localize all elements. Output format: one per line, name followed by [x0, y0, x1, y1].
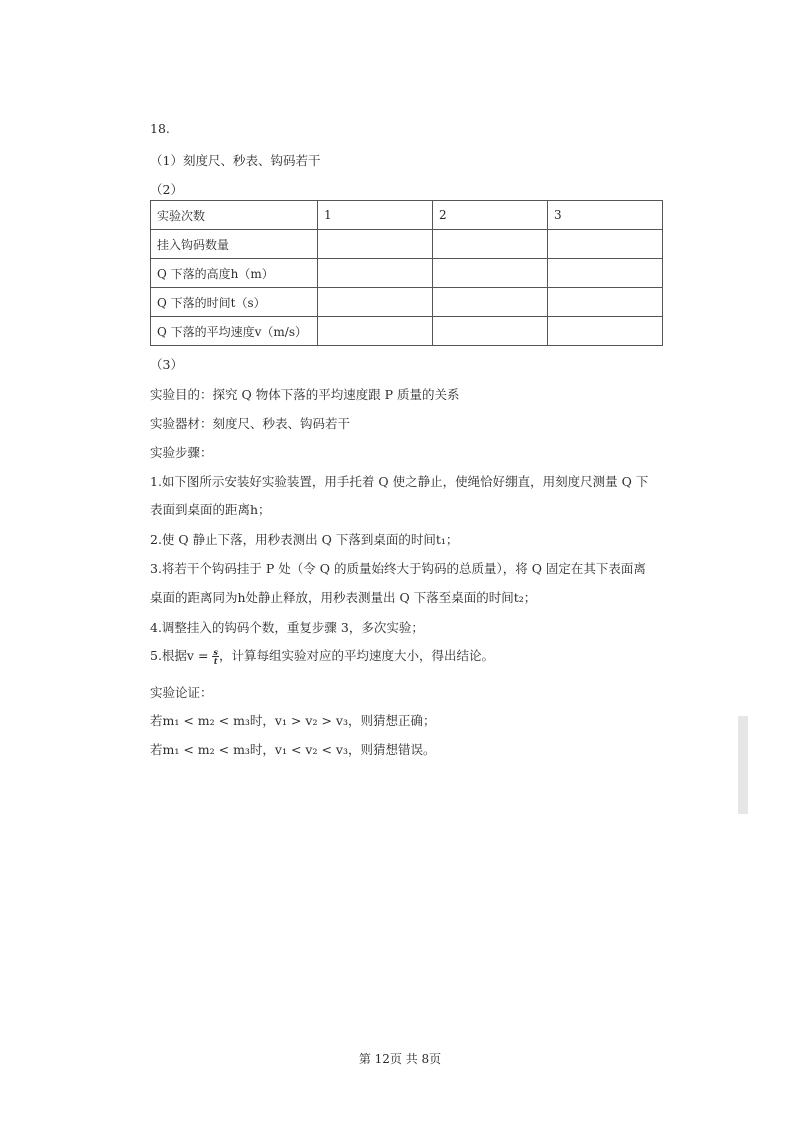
table-cell	[318, 288, 433, 317]
step-3-line-2: 桌面的距离同为h处静止释放，用秒表测量出 Q 下落至桌面的时间t₂；	[150, 590, 537, 605]
argument-1: 若m₁ < m₂ < m₃时，v₁ > v₂ > v₃，则猜想正确；	[150, 713, 436, 728]
part2-label: （2）	[150, 182, 183, 197]
step-2: 2.使 Q 静止下落，用秒表测出 Q 下落到桌面的时间t₁；	[150, 532, 459, 547]
part1-text: 刻度尺、秒表、钩码若干	[182, 153, 321, 168]
step-3-line-1: 3.将若干个钩码挂于 P 处（令 Q 的质量始终大于钩码的总质量），将 Q 固定在其下表面离	[150, 561, 646, 576]
experiment-materials: 实验器材：刻度尺、秒表、钩码若干	[150, 416, 351, 431]
step-1-line-1: 1.如下图所示安装好实验装置，用手托着 Q 使之静止，使绳恰好绷直，用刻度尺测量 Q 下	[150, 474, 649, 489]
scrollbar[interactable]	[738, 716, 748, 814]
table-header-cell: 3	[548, 201, 663, 230]
step-4: 4.调整挂入的钩码个数，重复步骤 3，多次实验；	[150, 620, 424, 635]
question-number: 18.	[150, 121, 170, 136]
table-cell	[548, 259, 663, 288]
step-5-suffix: ，计算每组实验对应的平均速度大小，得出结论。	[218, 648, 494, 663]
table-cell	[433, 230, 548, 259]
argument-title: 实验论证：	[150, 685, 213, 700]
table-cell	[318, 230, 433, 259]
table-cell	[548, 317, 663, 346]
part1-label: （1）	[150, 153, 183, 168]
table-cell	[318, 259, 433, 288]
step-5-prefix: 5.根据v =	[150, 648, 213, 663]
table-row-label: Q 下落的时间t（s）	[151, 288, 318, 317]
table-row-label: 挂入钩码数量	[151, 230, 318, 259]
argument-2: 若m₁ < m₂ < m₃时，v₁ < v₂ < v₃，则猜想错误。	[150, 742, 436, 757]
fraction-denominator: t	[213, 656, 218, 666]
table-cell	[548, 288, 663, 317]
page-footer: 第 12页 共 8页	[358, 1052, 442, 1066]
part3-label: （3）	[150, 357, 183, 372]
table-row	[151, 288, 663, 317]
table-header-row	[151, 201, 663, 230]
table-row-label: Q 下落的平均速度v（m/s）	[151, 317, 318, 346]
table-cell	[433, 259, 548, 288]
fraction-numerator: s	[213, 647, 218, 657]
table-cell	[433, 317, 548, 346]
table-header-cell: 2	[433, 201, 548, 230]
table-row	[151, 259, 663, 288]
step-5	[150, 646, 494, 665]
table-header-cell: 1	[318, 201, 433, 230]
table-cell	[548, 230, 663, 259]
experiment-purpose: 实验目的：探究 Q 物体下落的平均速度跟 P 质量的关系	[150, 387, 460, 402]
part1-line	[150, 151, 320, 169]
table-cell	[318, 317, 433, 346]
experiment-table	[150, 200, 663, 346]
step-1-line-2: 表面到桌面的距离h；	[150, 502, 271, 517]
steps-title: 实验步骤：	[150, 445, 213, 460]
table-row	[151, 230, 663, 259]
table-header-cell: 实验次数	[151, 201, 318, 230]
table-row-label: Q 下落的高度h（m）	[151, 259, 318, 288]
table-cell	[433, 288, 548, 317]
table-row	[151, 317, 663, 346]
